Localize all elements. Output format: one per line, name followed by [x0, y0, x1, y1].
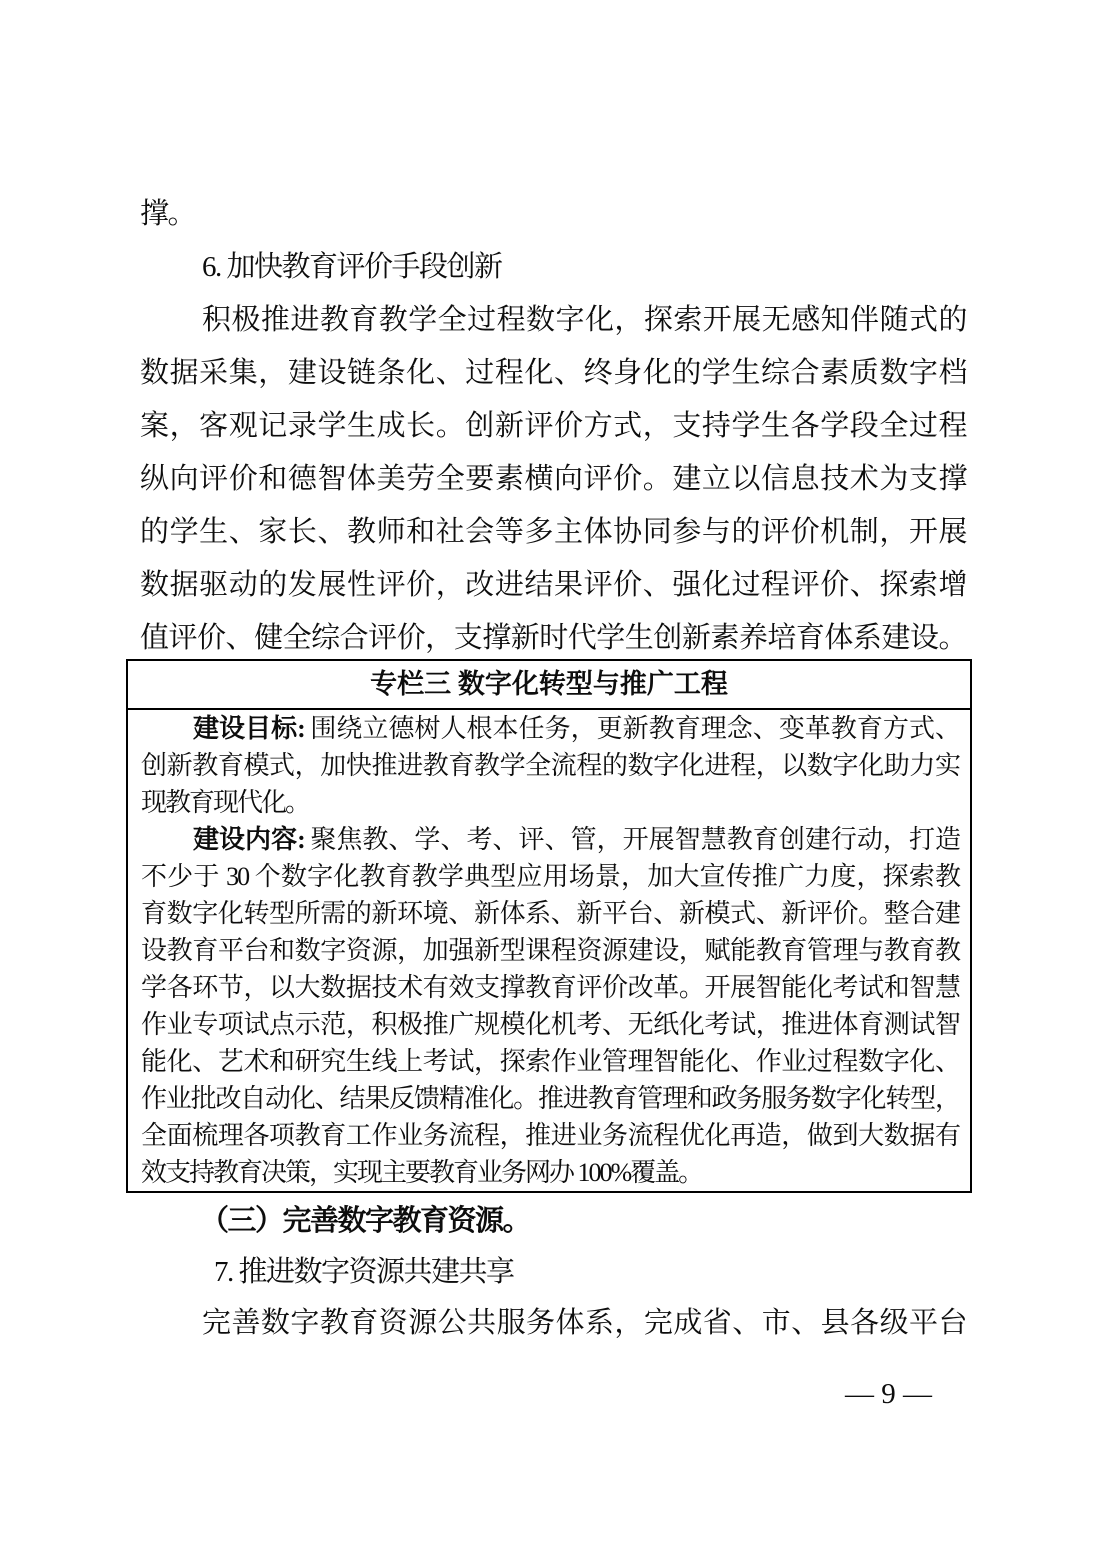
feature-box-title: 专栏三 数字化转型与推广工程 [128, 661, 970, 710]
box-content-line [141, 821, 959, 858]
paragraph-line: 积极推进教育教学全过程数字化，探索开展无感知伴随式的 [202, 304, 966, 336]
paragraph-line: 案，客观记录学生成长。创新评价方式，支持学生各学段全过程 [140, 410, 966, 442]
feature-box [126, 659, 972, 1193]
box-content-line: 育数字化转型所需的新环境、新体系、新平台、新模式、新评价。整合建 [141, 899, 959, 928]
box-content-label: 建设内容: [193, 825, 311, 854]
box-goal-label: 建设目标: [193, 714, 311, 743]
box-content-line: 不少于 30 个数字化教育教学典型应用场景，加大宣传推广力度，探索教 [141, 862, 959, 891]
section-heading-7: 7. 推进数字资源共建共享 [214, 1256, 514, 1288]
box-goal-line: 创新教育模式，加快推进教育教学全流程的数字化进程，以数字化助力实 [141, 751, 959, 780]
box-content-line: 作业专项试点示范，积极推广规模化机考、无纸化考试，推进体育测试智 [141, 1010, 959, 1039]
box-content-line: 全面梳理各项教育工作业务流程，推进业务流程优化再造，做到大数据有 [141, 1121, 959, 1150]
paragraph-line: 数据采集，建设链条化、过程化、终身化的学生综合素质数字档 [140, 357, 966, 389]
section-heading-6: 6. 加快教育评价手段创新 [202, 251, 502, 283]
paragraph-line: 数据驱动的发展性评价，改进结果评价、强化过程评价、探索增 [140, 569, 966, 601]
box-goal-line: 现教育现代化。 [141, 788, 310, 817]
paragraph-line: 完善数字教育资源公共服务体系，完成省、市、县各级平台 [202, 1307, 966, 1339]
page-number: — 9 — [845, 1378, 932, 1410]
box-content-text: 聚焦教、学、考、评、管，开展智慧教育创建行动，打造 [310, 825, 959, 854]
paragraph-line: 纵向评价和德智体美劳全要素横向评价。建立以信息技术为支撑 [140, 463, 966, 495]
box-goal-text: 围绕立德树人根本任务，更新教育理念、变革教育方式、 [310, 714, 959, 743]
box-content-line: 学各环节，以大数据技术有效支撑教育评价改革。开展智能化考试和智慧 [141, 973, 959, 1002]
paragraph-line: 值评价、健全综合评价，支撑新时代学生创新素养培育体系建设。 [140, 622, 966, 654]
main-text-column [140, 188, 966, 665]
box-content-line: 作业批改自动化、结果反馈精准化。推进教育管理和政务服务数字化转型， [141, 1084, 959, 1113]
section-heading-3: （三）完善数字教育资源。 [200, 1205, 531, 1237]
box-content-line: 效支持教育决策，实现主要教育业务网办 100%覆盖。 [141, 1158, 703, 1187]
box-content-line: 能化、艺术和研究生线上考试，探索作业管理智能化、作业过程数字化、 [141, 1047, 959, 1076]
lower-text-column [140, 1196, 966, 1349]
feature-box-body [128, 710, 970, 1191]
box-content-line: 设教育平台和数字资源，加强新型课程资源建设，赋能教育管理与教育教 [141, 936, 959, 965]
carryover-text: 撑。 [140, 198, 196, 230]
paragraph-line: 的学生、家长、教师和社会等多主体协同参与的评价机制，开展 [140, 516, 966, 548]
box-goal-line [141, 710, 959, 747]
